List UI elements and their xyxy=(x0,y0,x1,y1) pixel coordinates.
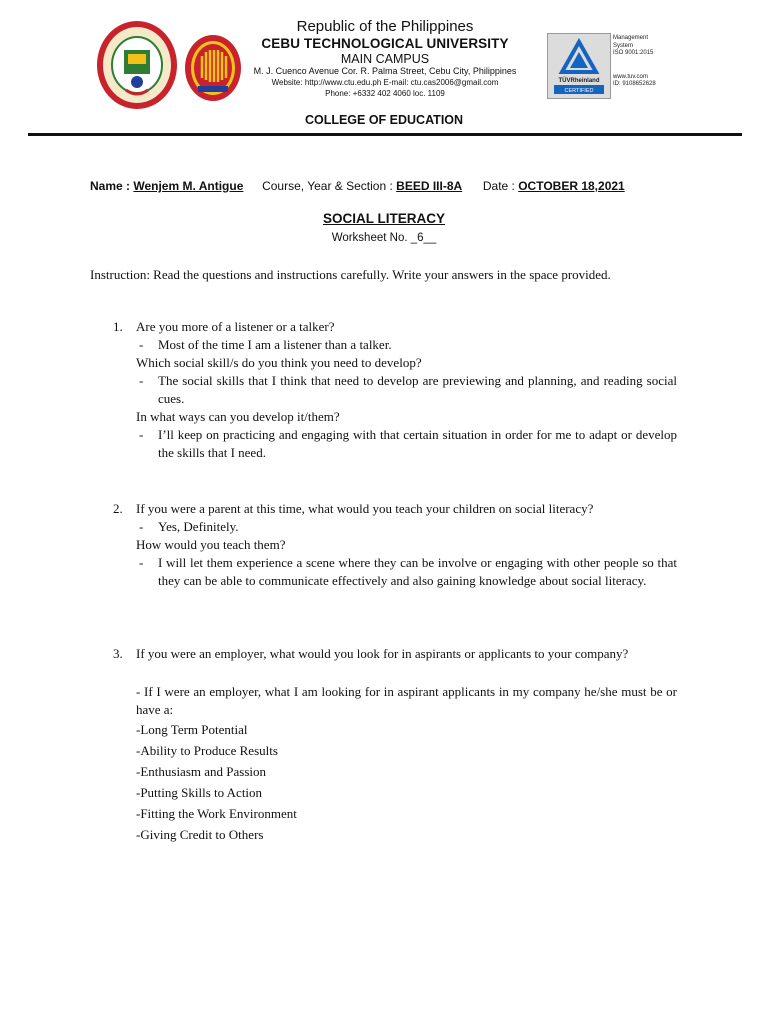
course-value: BEED III-8A xyxy=(396,179,463,193)
list-item: -Fitting the Work Environment xyxy=(136,806,297,821)
answer-text: I will let them experience a scene where they can be involve or engaging with other people so that they can be able to communicate effectively and also gaining knowledge about social literacy. xyxy=(158,555,677,588)
answer: - The social skills that I think that need to develop are previewing and planning, and reading social cues. xyxy=(139,373,677,406)
certified-text: CERTIFIED xyxy=(564,88,594,94)
cert-details xyxy=(613,35,669,89)
asean-logo xyxy=(184,34,242,102)
answer-text: Yes, Definitely. xyxy=(158,519,239,534)
cert-line-2: System xyxy=(613,42,634,49)
question-2 xyxy=(113,500,677,590)
list-item: -Enthusiasm and Passion xyxy=(136,764,266,779)
list-item: -Putting Skills to Action xyxy=(136,785,263,800)
course-label: Course, Year & Section : xyxy=(262,179,393,193)
name-label: Name : xyxy=(90,179,131,193)
university-name: CEBU TECHNOLOGICAL UNIVERSITY xyxy=(261,36,509,51)
header-divider xyxy=(28,133,742,136)
website-email-line: Website: http://www.ctu.edu.ph E-mail: ctu.cas2006@gmail.com xyxy=(271,78,499,87)
list-item: -Giving Credit to Others xyxy=(136,827,264,842)
instruction-text: Instruction: Read the questions and instructions carefully. Write your answers in the space provided. xyxy=(90,267,611,282)
worksheet-number: Worksheet No. _6__ xyxy=(331,232,437,244)
question-3 xyxy=(113,645,677,845)
answer-text: - If I were an employer, what I am looking for in aspirant applicants in my company he/she must be or have a: xyxy=(136,684,677,717)
iso-certification xyxy=(547,33,667,99)
question-number: 3. xyxy=(113,646,123,661)
list-item: -Long Term Potential xyxy=(136,722,248,737)
answer: - I’ll keep on practicing and engaging with that certain situation in order for me to adapt or develop the skills that I need. xyxy=(139,427,677,460)
cert-line-1: Management xyxy=(613,35,649,41)
republic-line: Republic of the Philippines xyxy=(296,18,474,35)
answer-text: The social skills that I think that need to develop are previewing and planning, and reading social cues. xyxy=(158,373,677,406)
question-number: 1. xyxy=(113,319,123,334)
student-info xyxy=(90,179,625,193)
answer: - Yes, Definitely. xyxy=(139,519,239,534)
phone-line: Phone: +6332 402 4060 loc. 1109 xyxy=(325,89,445,98)
answer: - Most of the time I am a listener than a talker. xyxy=(139,337,392,352)
question-text: How would you teach them? xyxy=(136,537,286,552)
campus-name: MAIN CAMPUS xyxy=(340,52,430,66)
letterhead xyxy=(240,18,530,99)
question-number: 2. xyxy=(113,501,123,516)
address-line: M. J. Cuenco Avenue Cor. R. Palma Street, Cebu City, Philippines xyxy=(253,66,517,76)
cert-line-4: www.tuv.com xyxy=(613,73,648,80)
college-name: COLLEGE OF EDUCATION xyxy=(304,113,464,127)
date-value: OCTOBER 18,2021 xyxy=(518,179,625,193)
list-item: -Ability to Produce Results xyxy=(136,743,278,758)
question-text: If you were an employer, what would you look for in aspirants or applicants to your company? xyxy=(136,646,629,661)
question-1 xyxy=(113,318,677,462)
tuv-badge xyxy=(547,33,611,99)
worksheet-title: SOCIAL LITERACY xyxy=(322,211,445,226)
cert-line-5: ID: 9108652628 xyxy=(613,81,656,88)
tuv-brand-text: TÜVRheinland xyxy=(558,78,600,84)
answer-text: Most of the time I am a listener than a talker. xyxy=(158,337,392,352)
name-value: Wenjem M. Antigue xyxy=(133,179,244,193)
date-label: Date : xyxy=(482,179,515,193)
answer: - I will let them experience a scene where they can be involve or engaging with other people so that they can be able to communicate effectively and also gaining knowledge about social literacy. xyxy=(139,555,677,588)
question-text: If you were a parent at this time, what would you teach your children on social literacy? xyxy=(136,501,594,516)
answer-text: I’ll keep on practicing and engaging with that certain situation in order for me to adapt or develop the skills that I need. xyxy=(158,427,677,460)
qualities-list xyxy=(136,719,677,845)
tuv-triangle-icon xyxy=(548,34,610,98)
cert-line-3: ISO 9001:2015 xyxy=(613,50,654,57)
university-seal-logo xyxy=(96,20,178,110)
question-text: Which social skill/s do you think you need to develop? xyxy=(136,355,422,370)
question-text: In what ways can you develop it/them? xyxy=(136,409,340,424)
question-text: Are you more of a listener or a talker? xyxy=(136,319,335,334)
